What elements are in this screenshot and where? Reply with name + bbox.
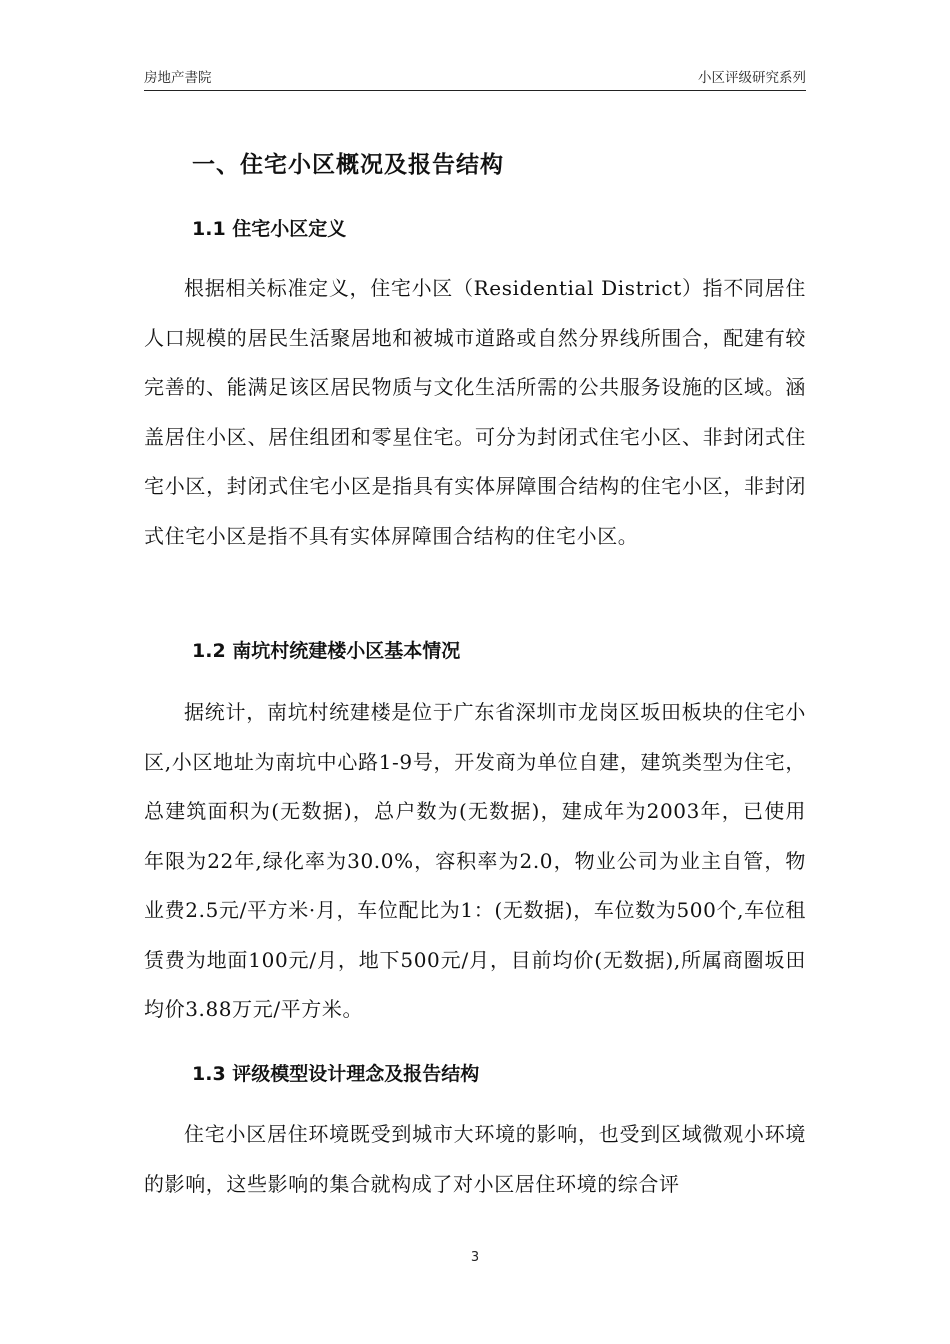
header-series-title: 小区评级研究系列	[698, 70, 806, 86]
section-paragraph-1-1: 根据相关标准定义，住宅小区（Residential District）指不同居住人口规模的居民生活聚居地和被城市道路或自然分界线所围合，配建有较完善的、能满足该区居民物质与文化生活所需的公共服务设施的区域。涵盖居住小区、居住组团和零星住宅。可分为封闭式住宅小区、非封闭式住宅小区，封闭式住宅小区是指具有实体屏障围合结构的住宅小区，非封闭式住宅小区是指不具有实体屏障围合结构的住宅小区。	[144, 276, 806, 548]
section-heading-1-1: 1.1 住宅小区定义	[192, 218, 347, 240]
page-number: 3	[470, 1250, 480, 1265]
section-paragraph-1-3: 住宅小区居住环境既受到城市大环境的影响，也受到区域微观小环境的影响，这些影响的集合就构成了对小区居住环境的综合评	[144, 1122, 806, 1196]
header-publisher: 房地产書院	[144, 70, 212, 86]
section-heading-1-2: 1.2 南坑村统建楼小区基本情况	[192, 640, 461, 662]
section-heading-1-3: 1.3 评级模型设计理念及报告结构	[192, 1063, 480, 1085]
chapter-title: 一、住宅小区概况及报告结构	[192, 152, 504, 178]
page-header	[144, 66, 806, 91]
section-paragraph-1-2: 据统计，南坑村统建楼是位于广东省深圳市龙岗区坂田板块的住宅小区,小区地址为南坑中心路1-9号，开发商为单位自建，建筑类型为住宅，总建筑面积为(无数据)，总户数为(无数据)，建成年为2003年，已使用年限为22年,绿化率为30.0%，容积率为2.0，物业公司为业主自管，物业费2.5元/平方米·月，车位配比为1：(无数据)，车位数为500个,车位租赁费为地面100元/月，地下500元/月，目前均价(无数据),所属商圈坂田均价3.88万元/平方米。	[144, 700, 806, 1021]
